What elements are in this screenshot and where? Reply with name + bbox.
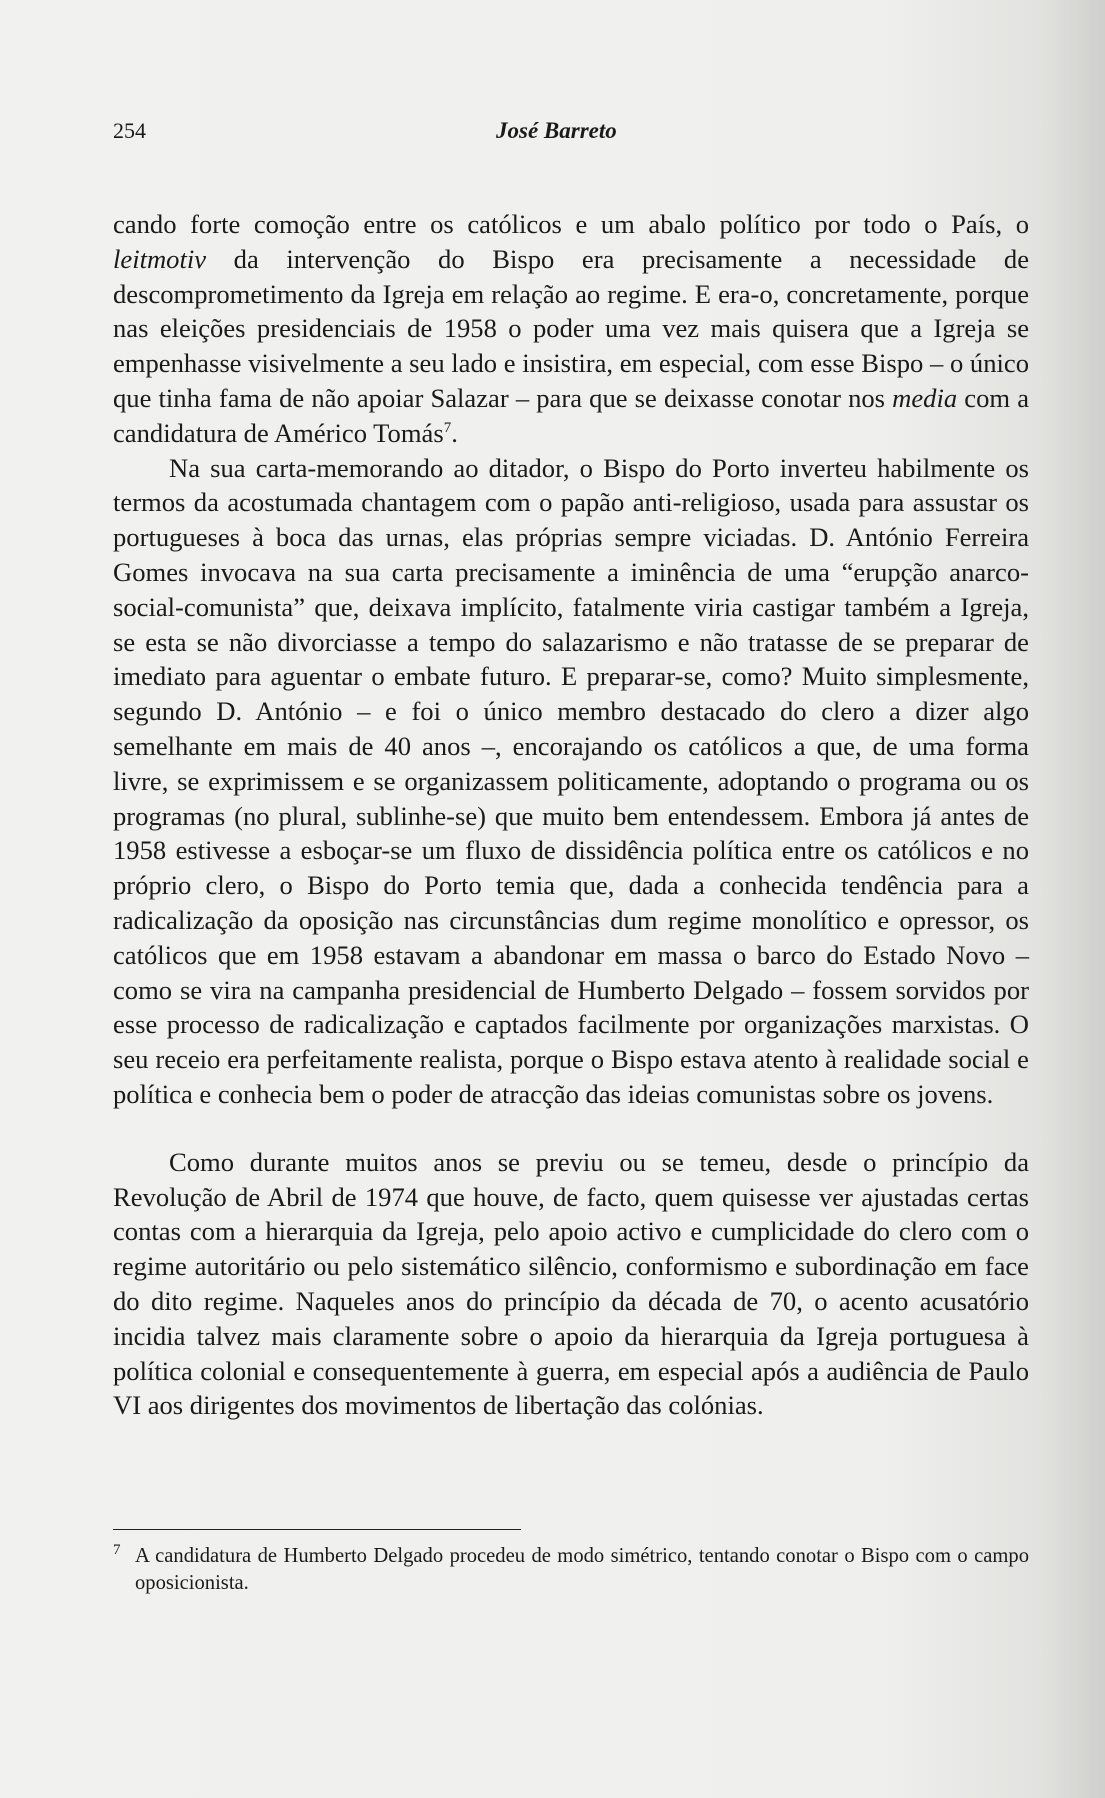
footnote-text: A candidatura de Humberto Delgado procedeu de modo simétrico, tentando conotar o Bispo com o campo oposicionista. (135, 1545, 1029, 1594)
italic-media: media (892, 382, 958, 413)
body-text (113, 207, 1029, 1423)
paragraph-1-text-e: com a candidatura de Américo Tomás (113, 382, 1030, 448)
running-head-author: José Barreto (496, 118, 617, 143)
italic-leitmotiv: leitmotiv (113, 243, 207, 274)
paragraph-1 (113, 207, 1029, 451)
paragraph-1-text-c: da intervenção do Bispo era precisamente a necessidade de descomprometimento da Igreja em relação ao regime. E era-o, concretamente, porque nas eleições presidenciais de 1958 o poder uma vez mais quisera que a Igreja se empenhasse visivelmente a seu lado e insistira, em especial, com esse Bispo – o único que tinha fama de não apoiar Salazar – para que se deixasse conotar nos (113, 243, 1029, 413)
paragraph-2: Na sua carta-memorando ao ditador, o Bispo do Porto inverteu habilmente os termos da acostumada chantagem com o papão anti-religioso, usada para assustar os portugueses à boca das urnas, elas próprias sempre viciadas. D. António Ferreira Gomes invocava na sua carta precisamente a iminência de uma “erupção anarco-social-comunista” que, deixava implícito, fatalmente viria castigar também a Igreja, se esta se não divorciasse a tempo do salazarismo e não tratasse de se preparar de imediato para aguentar o embate futuro. E preparar-se, como? Muito simplesmente, segundo D. António – e foi o único membro destacado do clero a dizer algo semelhante em mais de 40 anos –, encorajando os católicos a que, de uma forma livre, se exprimissem e se organizassem politicamente, adoptando o programa ou os programas (no plural, sublinhe-se) que muito bem entendessem. Embora já antes de 1958 estivesse a esboçar-se um fluxo de dissidência política entre os católicos e no próprio clero, o Bispo do Porto temia que, dada a conhecida tendência para a radicalização da oposição nas circunstâncias dum regime monolítico e opressor, os católicos que em 1958 estavam a abandonar em massa o barco do Estado Novo – como se vira na campanha presidencial de Humberto Delgado – fossem sorvidos por esse processo de radicalização e captados facilmente por organizações marxistas. O seu receio era perfeitamente realista, porque o Bispo estava atento à realidade social e política e conhecia bem o poder de atracção das ideias comunistas sobre os jovens. (113, 452, 1029, 1109)
footnote-reference-7: 7 (443, 419, 452, 436)
page-number: 254 (113, 118, 146, 143)
footnote-7 (113, 1543, 1029, 1597)
paragraph-3: Como durante muitos anos se previu ou se temeu, desde o princípio da Revolução de Abril de 1974 que houve, de facto, quem quisesse ver ajustadas certas contas com a hierarquia da Igreja, pelo apoio activo e cumplicidade do clero com o regime autoritário ou pelo sistemático silêncio, conformismo e subordinação em face do dito regime. Naqueles anos do princípio da década de 70, o acento acusatório incidia talvez mais claramente sobre o apoio da hierarquia da Igreja portuguesa à política colonial e consequentemente à guerra, em especial após a audiência de Paulo VI aos dirigentes dos movimentos de libertação das colónias. (113, 1146, 1029, 1421)
page-header (113, 118, 673, 148)
footnote-divider (113, 1529, 521, 1530)
paragraph-1-text-a: cando forte comoção entre os católicos e um abalo político por todo o País, o (113, 209, 1029, 239)
footnote-paragraph: 7 A candidatura de Humberto Delgado procedeu de modo simétrico, tentando conotar o Bispo com o campo oposicionista. (113, 1542, 1029, 1594)
paragraph-1-text-f: . (451, 417, 458, 448)
